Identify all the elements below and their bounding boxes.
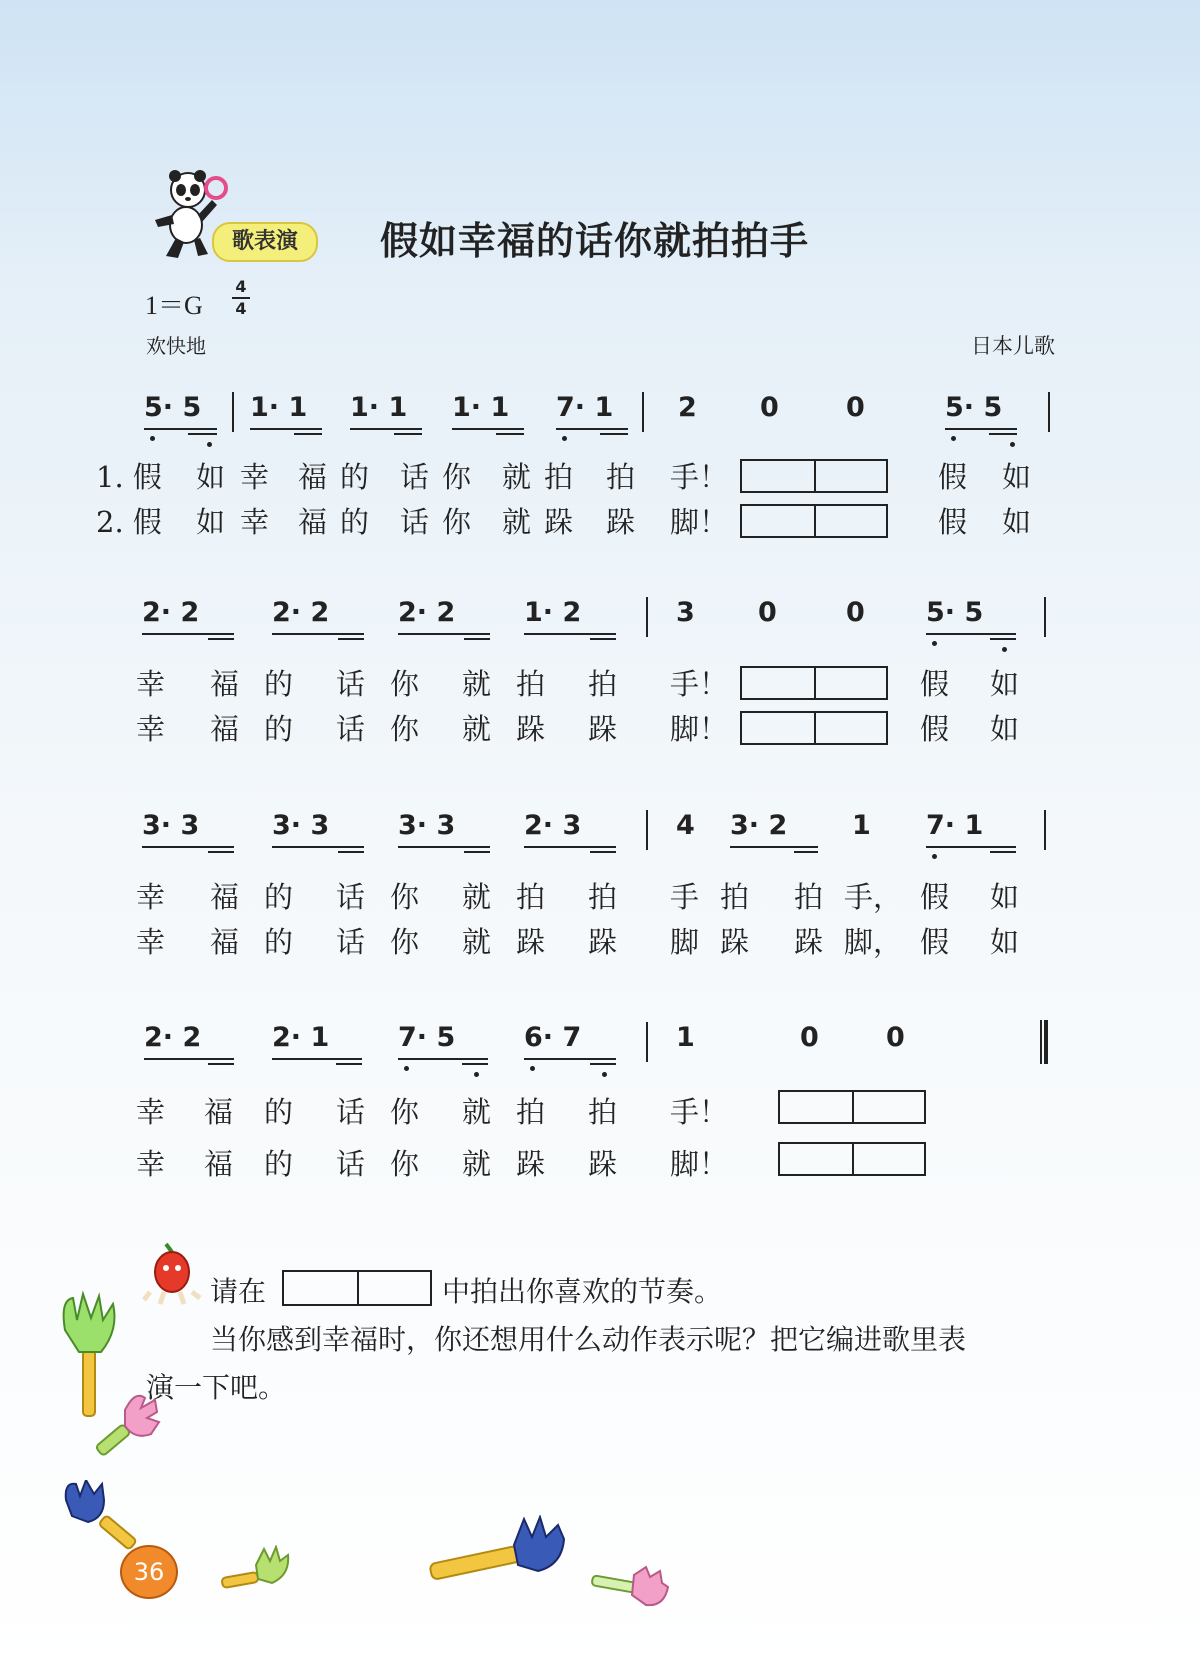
lyric-char: 就 [502, 505, 532, 539]
lyric-char: 拍 [516, 1095, 546, 1129]
task-line-2: 当你感到幸福时，你还想用什么动作表示呢？把它编进歌里表 [210, 1323, 967, 1356]
lyric-char: 脚！ [670, 712, 729, 746]
lyric-char: 就 [462, 880, 492, 914]
lyric-char: 福 [298, 505, 328, 539]
lyric-char: 拍 [544, 460, 574, 494]
lyric-char: 福 [210, 667, 240, 701]
lyric-char: 1. 假 [96, 460, 162, 494]
lyric-char: 脚！ [670, 1147, 729, 1181]
pepper-mascot-icon [142, 1240, 204, 1306]
note-group: 3· 3 [398, 810, 456, 841]
note-group: 1· 1 [452, 392, 510, 423]
task-line-3: 演一下吧。 [146, 1371, 287, 1404]
lyric-char: 幸 [240, 505, 270, 539]
lyric-char: 话 [336, 1147, 366, 1181]
note-group: 0 [800, 1022, 819, 1053]
lyric-char: 的 [264, 925, 294, 959]
note-group: 1· 1 [250, 392, 308, 423]
note-group: 2· 2 [272, 597, 330, 628]
lyric-char: 就 [462, 925, 492, 959]
lyric-char: 跺 [720, 925, 750, 959]
lyric-char: 假 [938, 460, 968, 494]
rhythm-box[interactable] [740, 711, 888, 745]
lyric-char: 的 [264, 667, 294, 701]
lyric-char: 话 [336, 880, 366, 914]
lyric-char: 的 [264, 1095, 294, 1129]
clapper-hand-icon [428, 1515, 568, 1585]
task-text: 请在 [210, 1275, 267, 1308]
lyric-char: 的 [340, 505, 370, 539]
lyric-char: 拍 [588, 667, 618, 701]
lyric-char: 你 [390, 1147, 420, 1181]
lyric-char: 话 [336, 1095, 366, 1129]
tempo-marking: 欢快地 [146, 334, 206, 358]
lyric-char: 拍 [588, 1095, 618, 1129]
lyric-char: 福 [210, 925, 240, 959]
lyric-char: 就 [502, 460, 532, 494]
note-group: 3· 3 [272, 810, 330, 841]
note-group: 3· 2 [730, 810, 788, 841]
lyric-char: 跺 [516, 712, 546, 746]
lyric-char: 福 [204, 1147, 234, 1181]
clapper-hand-icon [60, 1480, 140, 1560]
task-line-1 [210, 1270, 1110, 1310]
lyric-char: 话 [336, 925, 366, 959]
note-group: 0 [846, 392, 865, 423]
note-group: 0 [886, 1022, 905, 1053]
lyric-char: 如 [1002, 460, 1032, 494]
lyric-char: 手 [670, 880, 700, 914]
lyric-char: 跺 [588, 1147, 618, 1181]
task-text: 中拍出你喜欢的节奏。 [442, 1275, 723, 1308]
lyric-char: 如 [990, 712, 1020, 746]
lyric-char: 的 [264, 880, 294, 914]
note-group: 5· 5 [945, 392, 1003, 423]
lyric-char: 幸 [136, 667, 166, 701]
lyrics-line-1-verse-2 [0, 500, 1200, 540]
lyric-char: 跺 [544, 505, 574, 539]
lyric-char: 话 [400, 505, 430, 539]
lyric-char: 话 [336, 712, 366, 746]
lyric-char: 手！ [670, 1095, 729, 1129]
note-group: 2· 2 [398, 597, 456, 628]
rhythm-box[interactable] [282, 1270, 432, 1306]
lyric-char: 你 [442, 505, 472, 539]
lyric-char: 拍 [516, 667, 546, 701]
note-group: 3· 3 [142, 810, 200, 841]
note-group: 1 [676, 1022, 695, 1053]
lyric-char: 的 [264, 1147, 294, 1181]
lyric-char: 你 [390, 880, 420, 914]
lyric-char: 如 [990, 925, 1020, 959]
lyrics-line-3-verse-1 [0, 875, 1200, 915]
rhythm-box[interactable] [778, 1090, 926, 1124]
lyric-char: 幸 [240, 460, 270, 494]
lyric-char: 福 [298, 460, 328, 494]
note-group: 2 [678, 392, 697, 423]
note-group: 7· 1 [556, 392, 614, 423]
lyric-char: 手！ [670, 667, 729, 701]
note-group: 2· 1 [272, 1022, 330, 1053]
lyric-char: 你 [390, 712, 420, 746]
rhythm-box[interactable] [740, 666, 888, 700]
clapper-hand-icon [220, 1545, 290, 1595]
lyrics-line-2-verse-1 [0, 662, 1200, 702]
lyric-char: 福 [204, 1095, 234, 1129]
lyric-char: 手， [844, 880, 903, 914]
meter-bottom: 4 [235, 299, 247, 318]
lyric-char: 如 [196, 460, 226, 494]
note-group: 0 [846, 597, 865, 628]
lyric-char: 的 [264, 712, 294, 746]
note-group: 3 [676, 597, 695, 628]
note-group: 6· 7 [524, 1022, 582, 1053]
lyric-char: 你 [390, 1095, 420, 1129]
note-group: 7· 5 [398, 1022, 456, 1053]
note-group: 4 [676, 810, 695, 841]
lyric-char: 手！ [670, 460, 729, 494]
lyric-char: 你 [442, 460, 472, 494]
section-badge: 歌表演 [212, 222, 318, 262]
lyric-char: 的 [340, 460, 370, 494]
lyric-char: 幸 [136, 880, 166, 914]
lyrics-line-4-verse-1 [0, 1090, 1200, 1130]
lyric-char: 你 [390, 667, 420, 701]
lyric-char: 福 [210, 712, 240, 746]
note-group: 0 [758, 597, 777, 628]
lyric-char: 幸 [136, 712, 166, 746]
composer: 日本儿歌 [971, 334, 1055, 358]
notation-line-1 [0, 392, 1200, 432]
lyric-char: 福 [210, 880, 240, 914]
lyric-char: 就 [462, 667, 492, 701]
rhythm-box[interactable] [740, 459, 888, 493]
lyric-char: 假 [938, 505, 968, 539]
lyric-char: 拍 [720, 880, 750, 914]
page-number: 36 [120, 1545, 178, 1599]
lyrics-line-1-verse-1 [0, 455, 1200, 495]
lyric-char: 就 [462, 1095, 492, 1129]
lyric-char: 拍 [588, 880, 618, 914]
note-group: 1· 2 [524, 597, 582, 628]
lyric-char: 假 [920, 880, 950, 914]
song-title: 假如幸福的话你就拍拍手 [380, 219, 810, 263]
note-group: 1 [852, 810, 871, 841]
lyric-char: 如 [990, 667, 1020, 701]
lyric-char: 假 [920, 925, 950, 959]
lyric-char: 跺 [516, 925, 546, 959]
lyric-char: 跺 [516, 1147, 546, 1181]
note-group: 2· 2 [142, 597, 200, 628]
time-signature [232, 278, 250, 318]
lyric-char: 话 [336, 667, 366, 701]
notation-line-2 [0, 597, 1200, 637]
lyric-char: 假 [920, 712, 950, 746]
rhythm-box[interactable] [740, 504, 888, 538]
lyrics-line-2-verse-2 [0, 707, 1200, 747]
lyric-char: 跺 [588, 712, 618, 746]
lyric-char: 幸 [136, 925, 166, 959]
lyric-char: 脚！ [670, 505, 729, 539]
note-group: 5· 5 [926, 597, 984, 628]
notation-line-4 [0, 1022, 1200, 1062]
note-group: 7· 1 [926, 810, 984, 841]
rhythm-box[interactable] [778, 1142, 926, 1176]
lyric-char: 拍 [606, 460, 636, 494]
lyric-char: 就 [462, 1147, 492, 1181]
lyric-char: 跺 [588, 925, 618, 959]
lyric-char: 跺 [794, 925, 824, 959]
lyric-char: 脚， [844, 925, 903, 959]
note-group: 2· 2 [144, 1022, 202, 1053]
lyrics-line-3-verse-2 [0, 920, 1200, 960]
notation-line-3 [0, 810, 1200, 850]
lyric-char: 跺 [606, 505, 636, 539]
lyric-char: 假 [920, 667, 950, 701]
lyric-char: 你 [390, 925, 420, 959]
lyric-char: 如 [990, 880, 1020, 914]
lyric-char: 脚 [670, 925, 700, 959]
note-group: 0 [760, 392, 779, 423]
lyric-char: 2. 假 [96, 505, 162, 539]
lyric-char: 拍 [794, 880, 824, 914]
lyrics-line-4-verse-2 [0, 1142, 1200, 1182]
lyric-char: 话 [400, 460, 430, 494]
lyric-char: 如 [1002, 505, 1032, 539]
note-group: 2· 3 [524, 810, 582, 841]
lyric-char: 幸 [136, 1095, 166, 1129]
clapper-hand-icon [85, 1390, 165, 1470]
lyric-char: 幸 [136, 1147, 166, 1181]
key-signature: 1＝G [145, 291, 203, 320]
lyric-char: 拍 [516, 880, 546, 914]
lyric-char: 就 [462, 712, 492, 746]
note-group: 5· 5 [144, 392, 202, 423]
lyric-char: 如 [196, 505, 226, 539]
note-group: 1· 1 [350, 392, 408, 423]
clapper-hand-icon [590, 1565, 670, 1615]
meter-top: 4 [235, 277, 247, 296]
